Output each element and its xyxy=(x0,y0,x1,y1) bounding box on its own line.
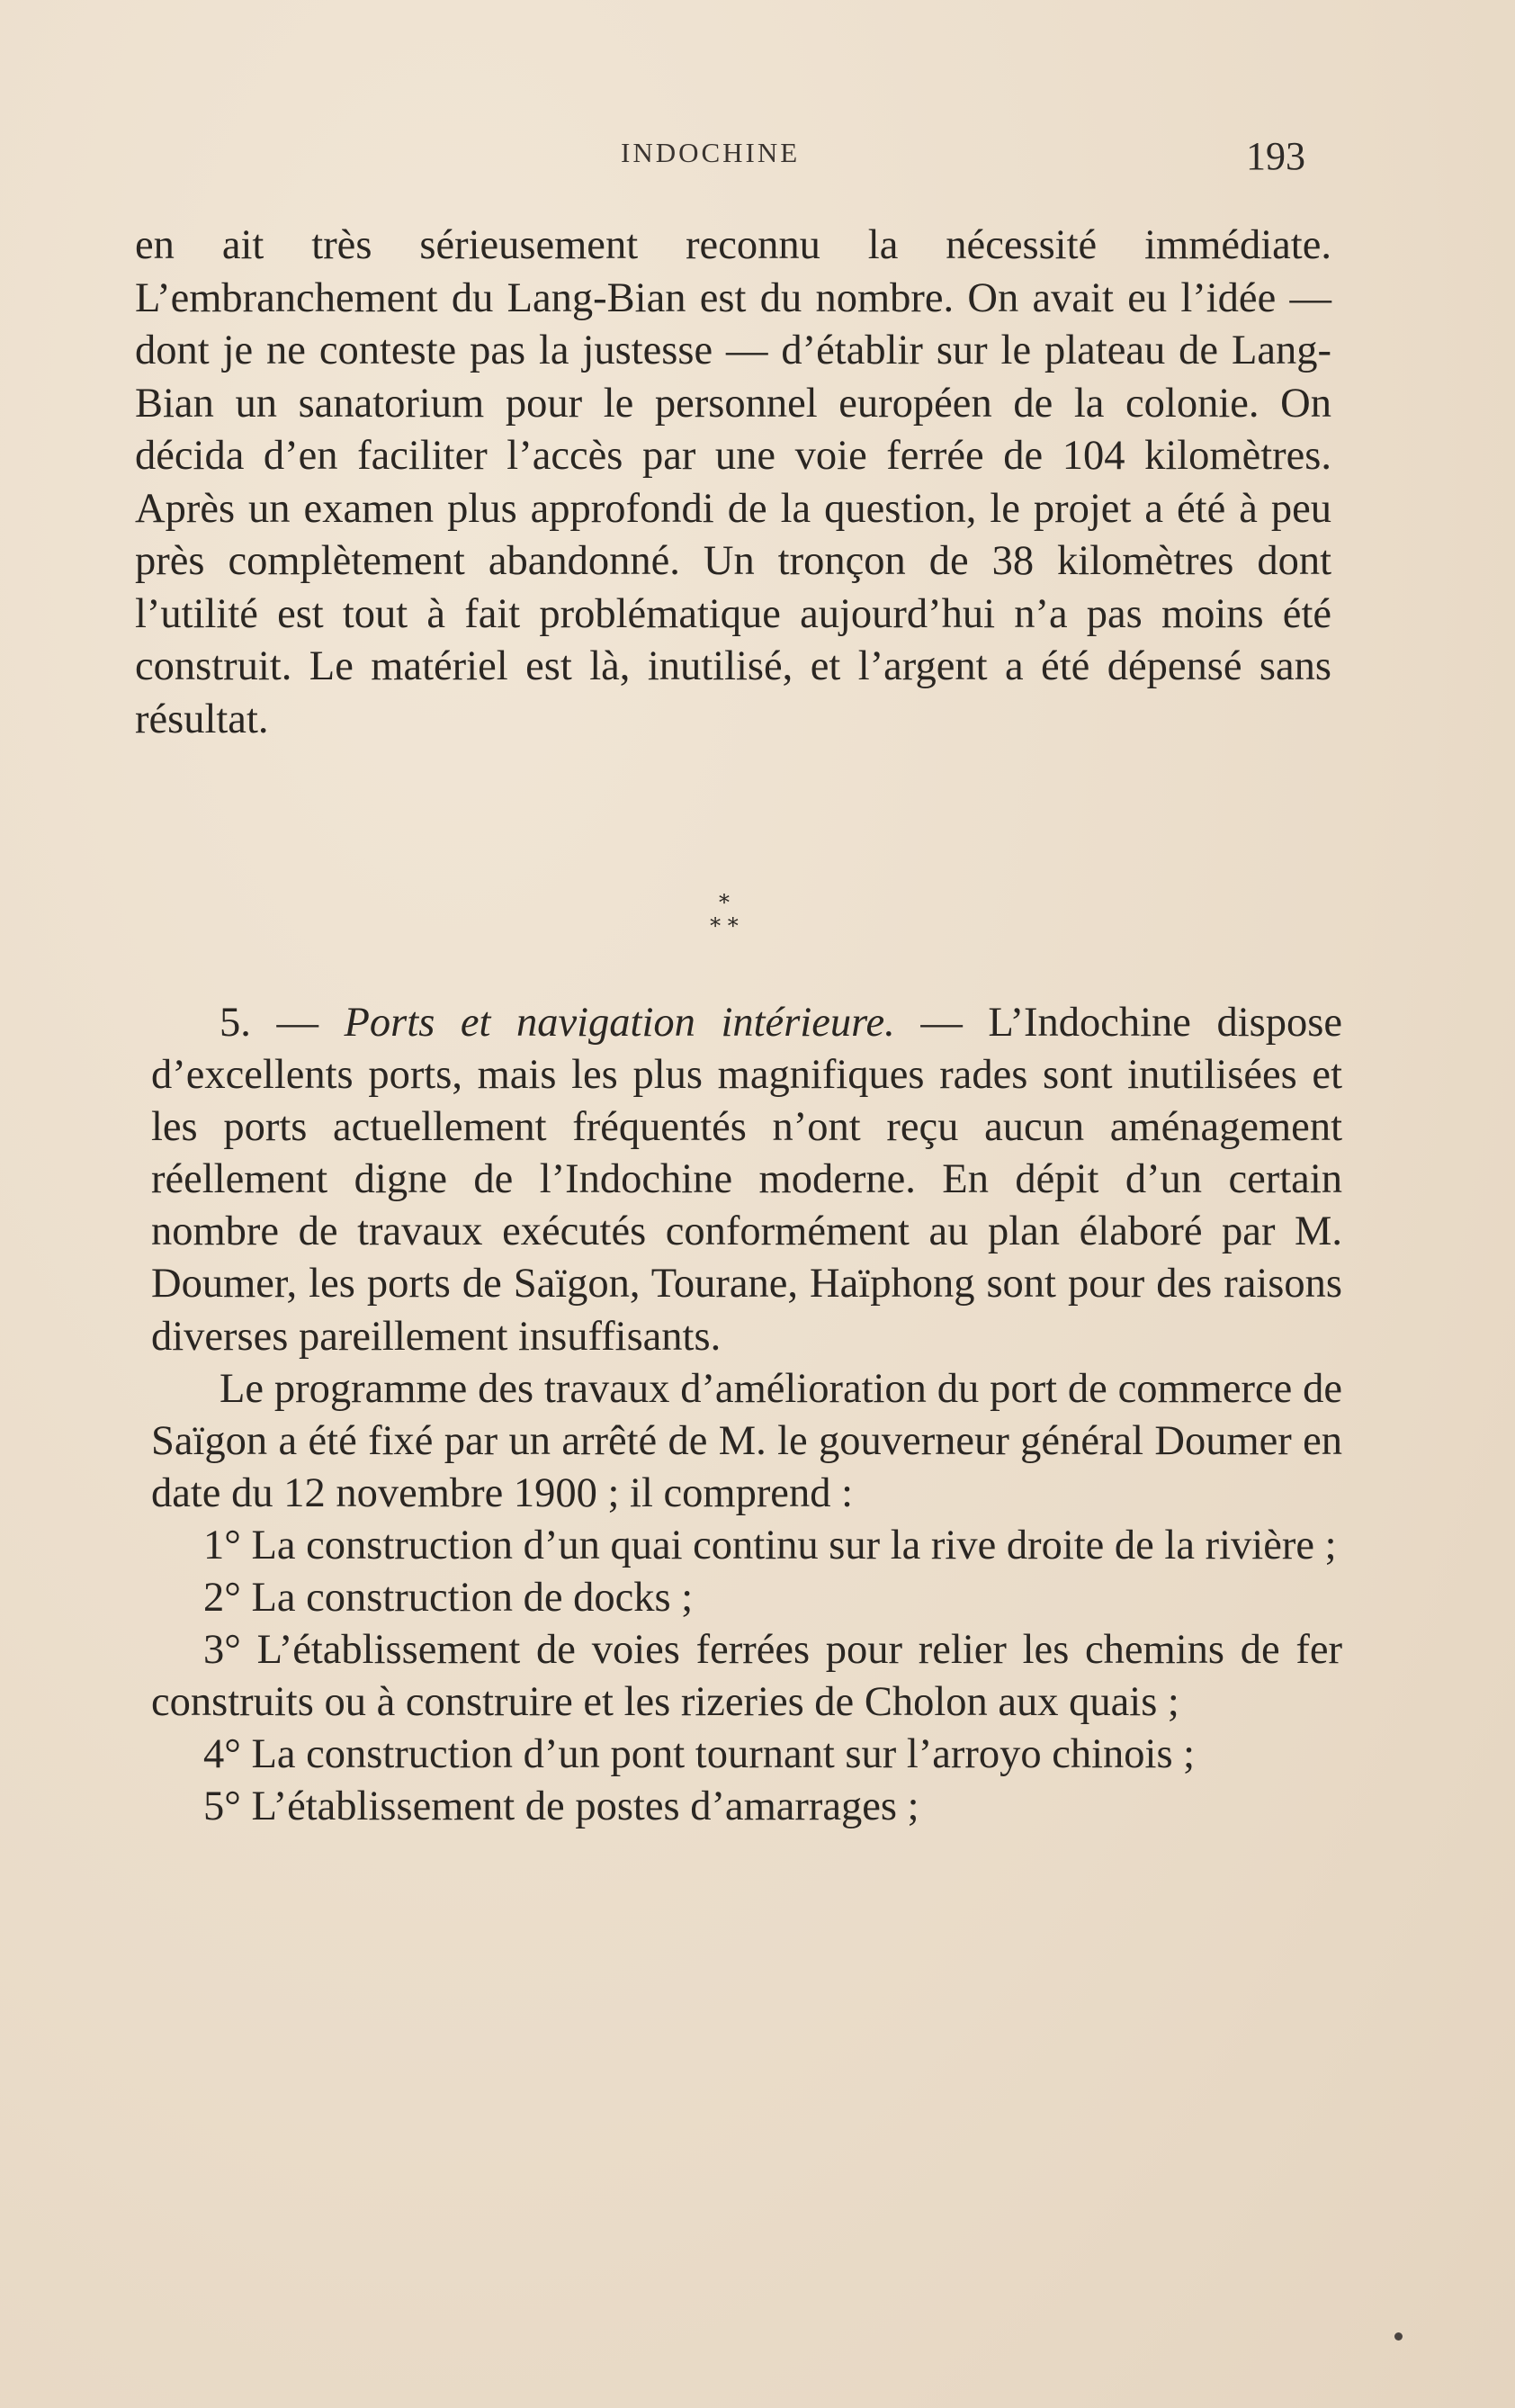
section-paragraph xyxy=(151,997,1342,1363)
page-number: 193 xyxy=(1246,134,1305,178)
section-title: Ports et navigation intérieure. xyxy=(344,1000,895,1046)
list-item: 5° L’établissement de postes d’amarrages ; xyxy=(203,1784,919,1830)
paper-speck xyxy=(1394,2332,1403,2341)
section-number: 5. — xyxy=(220,1000,318,1046)
paragraph: Le programme des travaux d’amélioration du port de commerce de Saïgon a été fixé par un arrêté de M. le gouverneur général Doumer en date du 12 novembre 1900 ; il comprend : xyxy=(151,1365,1342,1516)
section-text: — L’Indochine dispose d’excellents ports, mais les plus magnifiques rades sont inutilisées et les ports actuellement fréquentés n’ont reçu aucun aménagement réellement digne de l’Indochine moderne. En dépit d’un certain nombre de travaux exécutés conformément au plan élaboré par M. Doumer, les ports de Saïgon, Tourane, Haïphong sont pour des raisons diverses pareillement insuffisants. xyxy=(151,1000,1343,1360)
list-item: 3° L’établissement de voies ferrées pour relier les chemins de fer construits ou à construire et les rizeries de Cholon aux quais ; xyxy=(151,1627,1342,1726)
list-item: 2° La construction de docks ; xyxy=(203,1575,694,1622)
running-head xyxy=(0,133,1515,178)
opening-paragraph-block xyxy=(135,220,1331,746)
asterism-top: * xyxy=(719,890,730,915)
running-title: INDOCHINE xyxy=(621,137,801,168)
asterism-section-break xyxy=(693,891,756,954)
asterism-bottom: * * xyxy=(710,913,739,939)
section-ports-navigation xyxy=(151,997,1342,1834)
list-item: 1° La construction d’un quai continu sur la rive droite de la rivière ; xyxy=(203,1522,1337,1568)
paragraph: en ait très sérieusement reconnu la nécessité immédiate. L’embranchement du Lang-Bian est du nombre. On avait eu l’idée — dont je ne conteste pas la justesse — d’établir sur le plateau de Lang-Bian un sanatorium pour le personnel européen de la colonie. On décida d’en faciliter l’accès par une voie ferrée de 104 kilomètres. Après un examen plus approfondi de la question, le projet a été à peu près complètement abandonné. Un tronçon de 38 kilomètres dont l’utilité est tout à fait problématique aujourd’hui n’a pas moins été construit. Le matériel est là, inutilisé, et l’argent a été dépensé sans résultat. xyxy=(135,222,1331,742)
list-item: 4° La construction d’un pont tournant sur l’arroyo chinois ; xyxy=(203,1731,1196,1778)
